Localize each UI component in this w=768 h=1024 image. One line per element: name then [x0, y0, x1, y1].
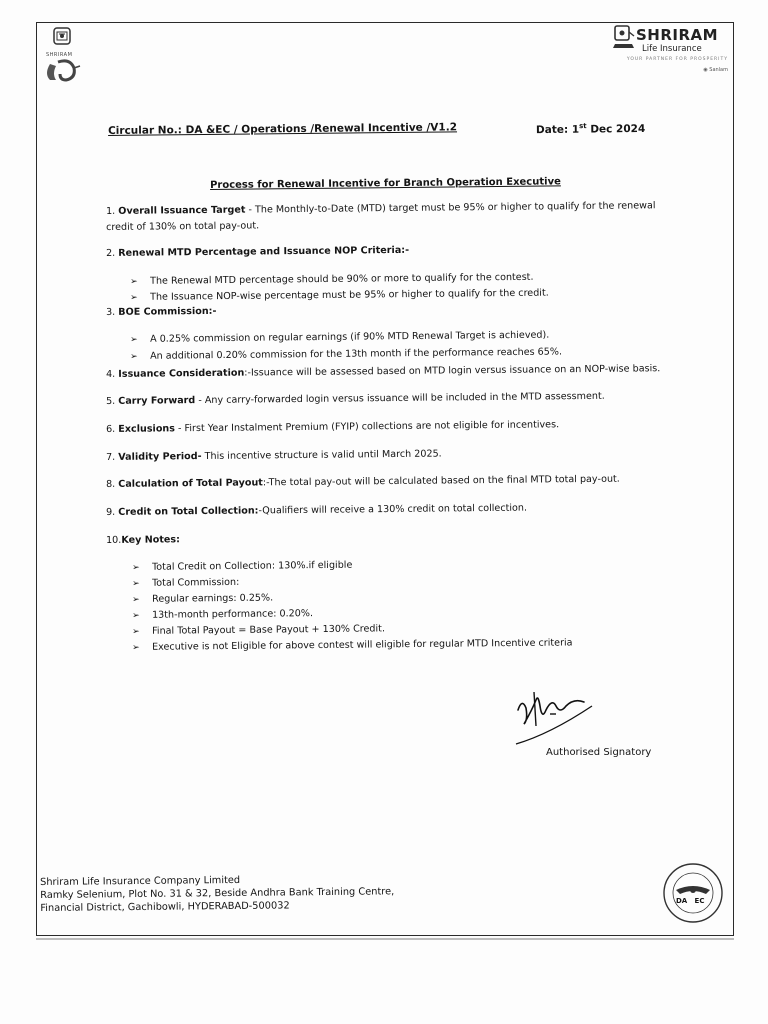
section-3	[106, 306, 217, 320]
section-label: Renewal MTD Percentage and Issuance NOP Criteria:-	[118, 244, 410, 259]
signature-scribble	[510, 680, 610, 750]
list-item-text: Total Credit on Collection: 130%.if eligible	[151, 559, 353, 573]
arrow-bullet-icon: ➢	[132, 626, 140, 637]
section-text: This incentive structure is valid until March 2025.	[201, 448, 442, 462]
company-name: Shriram Life Insurance Company Limited	[40, 874, 241, 888]
section-2	[106, 245, 409, 261]
seal-center-text: DA EC	[676, 897, 705, 905]
list-item	[130, 272, 534, 289]
section-10	[106, 534, 180, 548]
section-label: Key Notes:	[121, 534, 181, 546]
section-4	[106, 363, 660, 382]
section-number: 6.	[106, 423, 119, 435]
signatory-label: Authorised Signatory	[546, 747, 652, 758]
section-number: 1.	[106, 205, 119, 217]
section-text: - First Year Instalment Premium (FYIP) collections are not eligible for incentives.	[174, 419, 560, 435]
arrow-bullet-icon: ➢	[132, 594, 140, 605]
arrow-bullet-icon: ➢	[132, 610, 140, 621]
list-item	[132, 593, 273, 607]
list-item	[132, 608, 313, 623]
section-number: 10.	[106, 534, 122, 546]
section-label: Issuance Consideration	[118, 367, 245, 380]
partner-icon: ◉	[703, 67, 710, 73]
section-6	[106, 419, 559, 437]
list-item	[132, 560, 352, 575]
list-item	[130, 346, 562, 363]
section-label: Credit on Total Collection:	[118, 505, 259, 518]
list-item-text: 13th-month performance: 0.20%.	[151, 608, 314, 621]
list-item	[130, 288, 549, 305]
brand-name: SHRIRAM	[636, 26, 719, 44]
section-7	[106, 448, 442, 464]
arrow-bullet-icon: ➢	[130, 276, 138, 287]
circular-number: Circular No.: DA &EC / Operations /Renewal Incentive /V1.2	[108, 121, 458, 137]
section-number: 8.	[106, 478, 119, 490]
arrow-bullet-icon: ➢	[132, 642, 140, 653]
arrow-bullet-icon: ➢	[130, 351, 138, 362]
section-number: 7.	[106, 451, 119, 463]
section-text: -Qualifiers will receive a 130% credit on total collection.	[258, 502, 528, 517]
list-item	[132, 623, 385, 639]
arrow-bullet-icon: ➢	[130, 334, 138, 345]
section-number: 2.	[106, 247, 119, 259]
footer-address	[40, 872, 394, 915]
section-1	[106, 200, 656, 219]
date-suffix: Dec 2024	[586, 122, 646, 136]
section-label: BOE Commission:-	[118, 305, 217, 318]
section-text: :-The total pay-out will be calculated based on the final MTD total pay-out.	[262, 473, 620, 489]
section-text: :-Issuance will be assessed based on MTD login versus issuance on an NOP-wise basis.	[244, 363, 661, 379]
section-1-cont: credit of 130% on total pay-out.	[106, 220, 260, 233]
list-item-text: The Issuance NOP-wise percentage must be 95% or higher to qualify for the credit.	[149, 287, 549, 303]
section-label: Exclusions	[118, 423, 176, 435]
address-line-2: Financial District, Gachibowli, HYDERABAD-500032	[40, 900, 290, 915]
arrow-bullet-icon: ➢	[130, 292, 138, 303]
date-prefix: Date: 1	[535, 123, 580, 137]
section-label: Overall Issuance Target	[118, 204, 246, 217]
date-superscript: st	[579, 122, 587, 131]
brand-partner-name: Sanlam	[709, 67, 728, 73]
section-number: 5.	[106, 395, 119, 407]
section-5	[106, 391, 605, 409]
da-ec-seal	[662, 862, 724, 924]
arrow-bullet-icon: ➢	[132, 578, 140, 589]
section-number: 4.	[106, 368, 119, 380]
section-9	[106, 503, 527, 520]
logo-left-text: SHRIRAM	[46, 52, 73, 58]
section-text: - The Monthly-to-Date (MTD) target must be 95% or higher to qualify for the renewal	[245, 200, 656, 216]
section-text: - Any carry-forwarded login versus issuance will be included in the MTD assessment.	[195, 390, 605, 407]
section-label: Calculation of Total Payout	[118, 477, 263, 490]
address-line-1: Ramky Selenium, Plot No. 31 & 32, Beside Andhra Bank Training Centre,	[40, 886, 395, 902]
section-number: 9.	[106, 506, 119, 518]
section-label: Carry Forward	[118, 395, 196, 407]
arrow-bullet-icon: ➢	[132, 562, 140, 573]
list-item	[132, 637, 573, 655]
list-item	[132, 577, 239, 591]
list-item-text: A 0.25% commission on regular earnings (if 90% MTD Renewal Target is achieved).	[149, 329, 550, 345]
list-item-text: An additional 0.20% commission for the 13th month if the performance reaches 65%.	[149, 346, 563, 362]
document-title: Process for Renewal Incentive for Branch Operation Executive	[210, 176, 561, 191]
list-item-text: The Renewal MTD percentage should be 90% or more to qualify for the contest.	[149, 271, 534, 287]
list-item-text: Total Commission:	[151, 576, 240, 589]
list-item-text: Regular earnings: 0.25%.	[151, 592, 274, 605]
section-8	[106, 474, 620, 492]
section-label: Validity Period-	[118, 450, 202, 463]
brand-subtitle: Life Insurance	[642, 44, 702, 54]
list-item-text: Final Total Payout = Base Payout + 130% Credit.	[151, 623, 386, 637]
section-number: 3.	[106, 306, 119, 318]
list-item-text: Executive is not Eligible for above contest will eligible for regular MTD Incentive criteria	[151, 637, 573, 653]
brand-tagline: YOUR PARTNER FOR PROSPERITY	[626, 57, 728, 62]
list-item	[130, 330, 549, 347]
